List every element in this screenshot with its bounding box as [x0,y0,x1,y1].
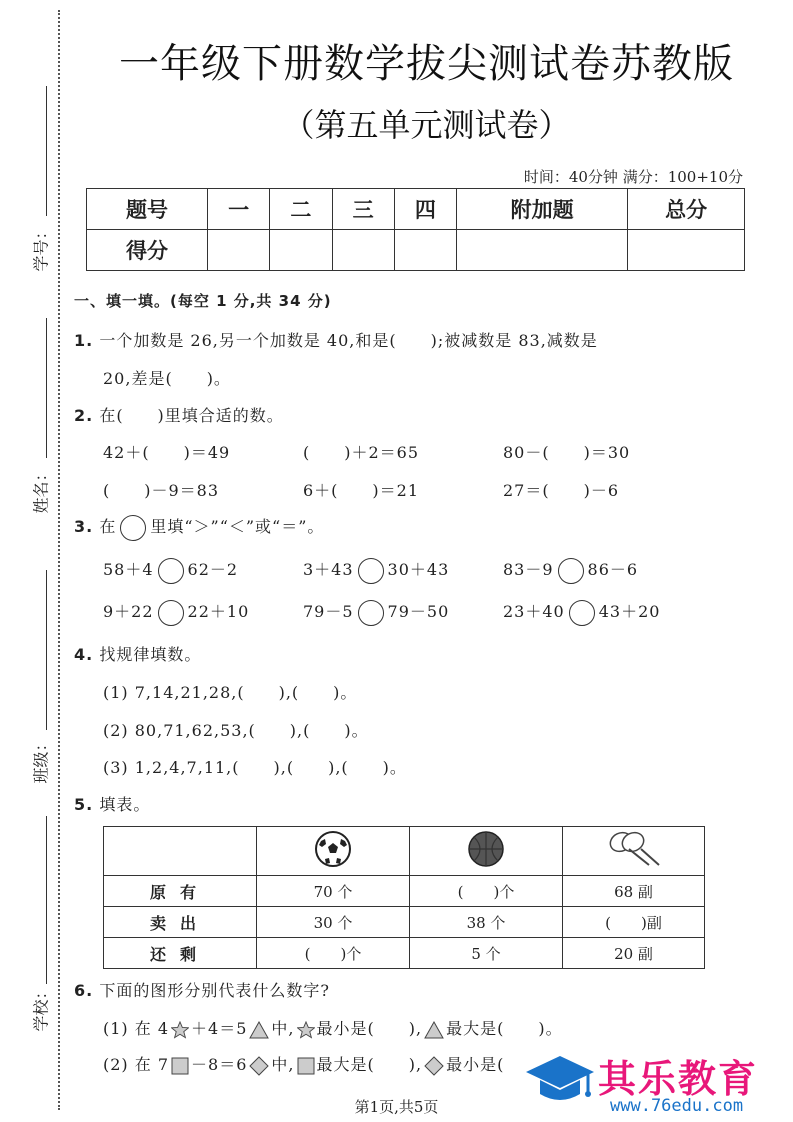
school-field[interactable] [16,816,51,1046]
class-field[interactable] [16,570,51,784]
score-header-cell: 题号 [87,189,208,230]
q6-l1-part: (1) 在 4 [103,1019,170,1038]
brand-logo [520,1046,790,1116]
score-header-cell: 一 [208,189,270,230]
tennis-rackets-icon [563,827,705,876]
score-header-cell: 四 [394,189,456,230]
q6-l1-part: 最大是( )。 [446,1019,563,1038]
q3-compare-item[interactable] [503,599,660,626]
table-cell: 30 个 [257,907,410,938]
compare-left: 9＋22 [103,602,154,621]
score-input-cell[interactable] [208,230,270,271]
question-5-text: 填表。 [99,795,151,814]
question-2 [74,403,284,426]
question-4-text: 找规律填数。 [99,645,202,664]
question-5 [74,792,150,815]
basketball-icon [410,827,563,876]
table-header-row [104,827,705,876]
compare-circle-icon [120,515,146,541]
compare-circle-blank[interactable] [358,600,384,626]
q2-blank-equation[interactable]: 6＋( )＝21 [303,481,420,500]
student-no-label: 学号： [31,223,51,272]
q2-blank-equation[interactable]: ( )－9＝83 [103,481,220,500]
q2-blank-equation[interactable]: 42＋( )＝49 [103,443,231,462]
q4-sequence-2[interactable]: (2) 80,71,62,53,( ),( )。 [103,721,369,740]
compare-circle-blank[interactable] [358,558,384,584]
question-6-text: 下面的图形分别代表什么数字? [99,981,330,1000]
score-table-score-row [87,230,745,271]
q6-l1-part: 中, [271,1019,295,1038]
compare-right: 43＋20 [598,602,661,621]
class-label: 班级： [31,735,51,784]
score-table-header-row [87,189,745,230]
name-field[interactable] [16,318,51,518]
question-number: 4. [74,645,94,664]
star-icon [297,1021,315,1039]
score-table [86,188,745,271]
score-input-cell[interactable] [628,230,745,271]
row-label: 卖出 [104,907,257,938]
table-cell: 38 个 [410,907,563,938]
school-line [46,816,47,984]
table-blank-cell[interactable]: ( )个 [410,876,563,907]
soccer-ball-icon [257,827,410,876]
q6-l2-part: 中, [271,1055,295,1074]
score-header-cell: 附加题 [457,189,628,230]
q2-blank-equation[interactable]: 80－( )＝30 [503,443,631,462]
diamond-icon [249,1056,269,1076]
question-6 [74,978,330,1001]
score-input-cell[interactable] [332,230,394,271]
compare-left: 23＋40 [503,602,565,621]
compare-right: 30＋43 [387,560,450,579]
page-title: 一年级下册数学拔尖测试卷苏教版 [119,41,734,87]
name-label: 姓名： [31,465,51,514]
student-no-line [46,86,47,216]
table-cell: 68 副 [563,876,705,907]
question-3-pre: 在 [99,517,117,536]
student-no-field[interactable] [16,86,51,316]
school-label: 学校： [31,983,51,1032]
compare-right: 62－2 [187,560,239,579]
score-input-cell[interactable] [394,230,456,271]
q6-line-2[interactable] [103,1052,504,1076]
logo-name: 其乐教育 [598,1057,759,1101]
compare-circle-blank[interactable] [158,600,184,626]
star-icon [171,1021,189,1039]
square-icon [171,1057,189,1075]
row-label: 还剩 [104,938,257,969]
question-number: 1. [74,331,94,350]
graduation-cap-icon [524,1052,596,1110]
binding-dotted-line [58,10,60,1110]
table-cell: 20 副 [563,938,705,969]
page-footer: 第1页,共5页 [354,1098,439,1116]
q3-compare-item[interactable] [303,557,449,584]
table-row [104,876,705,907]
logo-url: www.76edu.com [610,1096,744,1116]
q2-blank-equation[interactable]: 27＝( )－6 [503,481,620,500]
q4-sequence-3[interactable]: (3) 1,2,4,7,11,( ),( ),( )。 [103,758,407,777]
q3-compare-item[interactable] [503,557,638,584]
score-header-cell: 二 [270,189,332,230]
diamond-icon [424,1056,444,1076]
q6-l2-part: 最大是( ), [316,1055,423,1074]
triangle-icon [424,1021,444,1039]
name-line [46,318,47,458]
table-cell: 5 个 [410,938,563,969]
question-3 [74,514,324,541]
q6-l1-part: ＋4＝5 [191,1019,248,1038]
q6-line-1[interactable] [103,1016,563,1039]
q2-blank-equation[interactable]: ( )＋2＝65 [303,443,420,462]
q6-l1-part: 最小是( ), [316,1019,423,1038]
compare-left: 79－5 [303,602,354,621]
compare-circle-blank[interactable] [569,600,595,626]
question-1-line-1: 一个加数是 26,另一个加数是 40,和是( );被减数是 83,减数是 [99,331,598,350]
score-header-cell: 三 [332,189,394,230]
square-icon [297,1057,315,1075]
compare-left: 3＋43 [303,560,354,579]
question-1-line-2: 20,差是( )。 [103,369,231,388]
section-1-heading: 一、填一填。(每空 1 分,共 34 分) [74,292,332,310]
compare-right: 22＋10 [187,602,250,621]
q3-compare-item[interactable] [103,599,249,626]
compare-right: 86－6 [587,560,639,579]
time-info: 时间：40分钟 满分：100+10分 [523,168,743,186]
compare-left: 58＋4 [103,560,154,579]
question-2-text: 在( )里填合适的数。 [99,406,284,425]
score-input-cell[interactable] [457,230,628,271]
question-number: 2. [74,406,94,425]
q5-fill-table [103,826,705,969]
row-label: 原有 [104,876,257,907]
q6-l2-part: (2) 在 7 [103,1055,170,1074]
question-4 [74,642,201,665]
class-line [46,570,47,730]
question-1 [74,328,598,351]
table-row [104,938,705,969]
table-blank-cell[interactable]: ( )个 [257,938,410,969]
triangle-icon [249,1021,269,1039]
compare-circle-blank[interactable] [558,558,584,584]
score-header-cell: 总分 [628,189,745,230]
question-number: 6. [74,981,94,1000]
score-row-label: 得分 [87,230,208,271]
table-cell: 70 个 [257,876,410,907]
question-3-post: 里填“＞”“＜”或“＝”。 [150,517,325,536]
table-corner-cell [104,827,257,876]
q6-l2-part: －8＝6 [191,1055,248,1074]
table-row [104,907,705,938]
q4-sequence-1[interactable]: (1) 7,14,21,28,( ),( )。 [103,683,358,702]
compare-circle-blank[interactable] [158,558,184,584]
compare-right: 79－50 [387,602,450,621]
page-subtitle: （第五单元测试卷） [282,106,571,144]
q3-compare-item[interactable] [303,599,449,626]
question-number: 5. [74,795,94,814]
table-blank-cell[interactable]: ( )副 [563,907,705,938]
question-number: 3. [74,517,94,536]
score-input-cell[interactable] [270,230,332,271]
q3-compare-item[interactable] [103,557,238,584]
q6-l2-part: 最小是( [446,1055,505,1074]
compare-left: 83－9 [503,560,554,579]
